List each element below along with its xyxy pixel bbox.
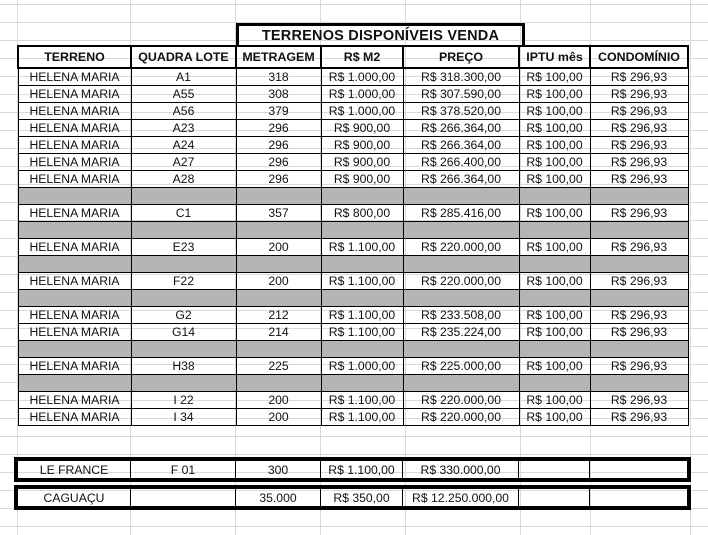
cell-terreno: HELENA MARIA [18,392,131,409]
cell-terreno: HELENA MARIA [18,307,131,324]
cell-condominio [590,222,688,239]
cell-rs-m2: R$ 1.100,00 [321,307,403,324]
cell-iptu: R$ 100,00 [519,324,590,341]
gridline-horizontal [0,454,708,455]
table-row [18,358,688,375]
cell-rs-m2 [321,188,403,205]
cell-rs-m2: R$ 1.000,00 [321,86,403,103]
table-row [18,409,688,426]
cell-condominio [590,489,688,507]
cell-iptu: R$ 100,00 [519,409,590,426]
cell-condominio: R$ 296,93 [590,154,688,171]
table-row [18,154,688,171]
cell-iptu [519,188,590,205]
cell-condominio: R$ 296,93 [590,273,688,290]
cell-preco [403,188,519,205]
cell-rs-m2: R$ 900,00 [321,137,403,154]
cell-terreno [18,375,131,392]
cell-condominio: R$ 296,93 [590,86,688,103]
extra-row [18,489,688,507]
cell-terreno: HELENA MARIA [18,358,131,375]
gridline-horizontal [0,4,708,5]
table-row [18,239,688,256]
cell-iptu: R$ 100,00 [519,205,590,222]
separator-row [18,256,688,273]
cell-rs-m2: R$ 1.100,00 [321,239,403,256]
cell-preco [403,256,519,273]
cell-rs-m2 [321,290,403,307]
cell-preco [403,222,519,239]
cell-quadra-lote [131,222,236,239]
cell-terreno: HELENA MARIA [18,205,131,222]
header-metragem: METRAGEM [236,46,321,68]
cell-terreno [18,290,131,307]
cell-preco: R$ 378.520,00 [403,103,519,120]
cell-rs-m2: R$ 350,00 [321,489,403,507]
cell-metragem: 357 [236,205,321,222]
cell-terreno: HELENA MARIA [18,171,131,188]
cell-metragem: 212 [236,307,321,324]
cell-condominio [590,341,688,358]
cell-iptu [519,341,590,358]
cell-metragem: 200 [236,273,321,290]
cell-terreno [18,222,131,239]
separator-row [18,341,688,358]
cell-quadra-lote [131,188,236,205]
cell-metragem: 296 [236,154,321,171]
table-row [18,120,688,137]
cell-metragem [236,188,321,205]
cell-quadra-lote [131,375,236,392]
header-quadra-lote: QUADRA LOTE [131,46,236,68]
cell-condominio: R$ 296,93 [590,358,688,375]
table-row [18,68,688,86]
cell-quadra-lote: A56 [131,103,236,120]
cell-iptu [519,461,590,479]
cell-rs-m2: R$ 900,00 [321,120,403,137]
cell-rs-m2: R$ 1.100,00 [321,461,403,479]
land-table [17,45,689,426]
cell-metragem: 214 [236,324,321,341]
cell-quadra-lote: G14 [131,324,236,341]
cell-metragem [236,375,321,392]
cell-terreno: HELENA MARIA [18,239,131,256]
cell-iptu: R$ 100,00 [519,273,590,290]
cell-iptu: R$ 100,00 [519,103,590,120]
cell-preco: R$ 225.000,00 [403,358,519,375]
cell-rs-m2 [321,222,403,239]
cell-metragem: 225 [236,358,321,375]
cell-quadra-lote: C1 [131,205,236,222]
cell-preco: R$ 233.508,00 [403,307,519,324]
cell-condominio: R$ 296,93 [590,307,688,324]
cell-preco [403,375,519,392]
sheet-title: TERRENOS DISPONÍVEIS VENDA [236,23,525,46]
cell-iptu: R$ 100,00 [519,86,590,103]
cell-iptu: R$ 100,00 [519,307,590,324]
cell-quadra-lote: F22 [131,273,236,290]
cell-terreno [18,341,131,358]
cell-metragem: 296 [236,137,321,154]
cell-rs-m2: R$ 1.100,00 [321,273,403,290]
cell-terreno: HELENA MARIA [18,154,131,171]
cell-iptu: R$ 100,00 [519,239,590,256]
gridline-horizontal [0,436,708,437]
cell-condominio: R$ 296,93 [590,137,688,154]
cell-quadra-lote: A27 [131,154,236,171]
table-row [18,103,688,120]
cell-preco: R$ 330.000,00 [403,461,519,479]
table-row [18,392,688,409]
cell-quadra-lote [131,489,236,507]
cell-quadra-lote [131,256,236,273]
cell-metragem: 200 [236,392,321,409]
cell-terreno: HELENA MARIA [18,273,131,290]
cell-terreno: CAGUAÇU [18,489,131,507]
cell-condominio [590,256,688,273]
cell-iptu: R$ 100,00 [519,171,590,188]
cell-metragem: 296 [236,120,321,137]
cell-iptu: R$ 100,00 [519,120,590,137]
cell-iptu [519,489,590,507]
cell-terreno: HELENA MARIA [18,120,131,137]
cell-rs-m2: R$ 900,00 [321,154,403,171]
cell-preco: R$ 266.364,00 [403,137,519,154]
cell-quadra-lote [131,290,236,307]
cell-terreno: HELENA MARIA [18,68,131,86]
cell-metragem [236,256,321,273]
cell-terreno [18,256,131,273]
cell-quadra-lote: I 34 [131,409,236,426]
table-row [18,137,688,154]
cell-preco: R$ 220.000,00 [403,239,519,256]
table-row [18,205,688,222]
cell-iptu [519,375,590,392]
cell-condominio [590,375,688,392]
cell-metragem [236,341,321,358]
cell-condominio: R$ 296,93 [590,205,688,222]
header-row [18,46,688,68]
header-terreno: TERRENO [18,46,131,68]
cell-iptu: R$ 100,00 [519,137,590,154]
cell-condominio [590,461,688,479]
cell-condominio: R$ 296,93 [590,68,688,86]
cell-terreno: HELENA MARIA [18,86,131,103]
cell-quadra-lote: A23 [131,120,236,137]
cell-quadra-lote: H38 [131,358,236,375]
cell-rs-m2: R$ 1.000,00 [321,103,403,120]
cell-quadra-lote: A55 [131,86,236,103]
cell-iptu [519,256,590,273]
table-row [18,86,688,103]
cell-terreno: HELENA MARIA [18,137,131,154]
cell-metragem: 379 [236,103,321,120]
cell-rs-m2: R$ 900,00 [321,171,403,188]
gridline-horizontal [0,508,708,509]
cell-rs-m2 [321,256,403,273]
cell-iptu: R$ 100,00 [519,68,590,86]
cell-condominio: R$ 296,93 [590,324,688,341]
cell-preco: R$ 307.590,00 [403,86,519,103]
cell-quadra-lote: A1 [131,68,236,86]
cell-metragem [236,290,321,307]
extra-row [18,461,688,479]
le-france-row-table [17,460,688,479]
cell-preco: R$ 266.364,00 [403,171,519,188]
cell-iptu [519,222,590,239]
cell-quadra-lote: F 01 [131,461,236,479]
cell-preco: R$ 235.224,00 [403,324,519,341]
cell-rs-m2: R$ 1.000,00 [321,358,403,375]
cell-iptu [519,290,590,307]
cell-condominio: R$ 296,93 [590,120,688,137]
cell-preco: R$ 220.000,00 [403,409,519,426]
table-row [18,324,688,341]
cell-rs-m2: R$ 1.000,00 [321,68,403,86]
cell-quadra-lote: A24 [131,137,236,154]
land-table-body [18,68,688,426]
table-row [18,307,688,324]
header-iptu: IPTU mês [519,46,590,68]
cell-preco [403,341,519,358]
cell-terreno [18,188,131,205]
cell-quadra-lote: E23 [131,239,236,256]
cell-preco [403,290,519,307]
cell-metragem [236,222,321,239]
cell-preco: R$ 266.400,00 [403,154,519,171]
cell-iptu: R$ 100,00 [519,392,590,409]
caguacu-row-table [17,488,688,507]
table-row [18,273,688,290]
cell-terreno: LE FRANCE [18,461,131,479]
cell-metragem: 35.000 [236,489,321,507]
cell-quadra-lote: A28 [131,171,236,188]
cell-condominio: R$ 296,93 [590,392,688,409]
cell-condominio: R$ 296,93 [590,409,688,426]
cell-metragem: 318 [236,68,321,86]
cell-metragem: 200 [236,409,321,426]
cell-preco: R$ 285.416,00 [403,205,519,222]
cell-rs-m2: R$ 1.100,00 [321,409,403,426]
cell-quadra-lote [131,341,236,358]
cell-rs-m2 [321,341,403,358]
separator-row [18,375,688,392]
cell-condominio: R$ 296,93 [590,103,688,120]
cell-metragem: 200 [236,239,321,256]
table-row [18,171,688,188]
cell-metragem: 308 [236,86,321,103]
cell-condominio: R$ 296,93 [590,239,688,256]
cell-terreno: HELENA MARIA [18,103,131,120]
separator-row [18,222,688,239]
cell-quadra-lote: G2 [131,307,236,324]
header-preco: PREÇO [403,46,519,68]
cell-terreno: HELENA MARIA [18,409,131,426]
gridline-horizontal [0,526,708,527]
cell-metragem: 300 [236,461,321,479]
cell-preco: R$ 266.364,00 [403,120,519,137]
cell-terreno: HELENA MARIA [18,324,131,341]
cell-metragem: 296 [236,171,321,188]
cell-preco: R$ 12.250.000,00 [403,489,519,507]
cell-condominio [590,290,688,307]
cell-rs-m2 [321,375,403,392]
header-condominio: CONDOMÍNIO [590,46,688,68]
header-rs-m2: R$ M2 [321,46,403,68]
separator-row [18,290,688,307]
cell-preco: R$ 220.000,00 [403,392,519,409]
cell-iptu: R$ 100,00 [519,358,590,375]
cell-rs-m2: R$ 800,00 [321,205,403,222]
cell-condominio [590,188,688,205]
cell-preco: R$ 318.300,00 [403,68,519,86]
cell-iptu: R$ 100,00 [519,154,590,171]
separator-row [18,188,688,205]
cell-condominio: R$ 296,93 [590,171,688,188]
cell-rs-m2: R$ 1.100,00 [321,392,403,409]
cell-quadra-lote: I 22 [131,392,236,409]
cell-preco: R$ 220.000,00 [403,273,519,290]
cell-rs-m2: R$ 1.100,00 [321,324,403,341]
